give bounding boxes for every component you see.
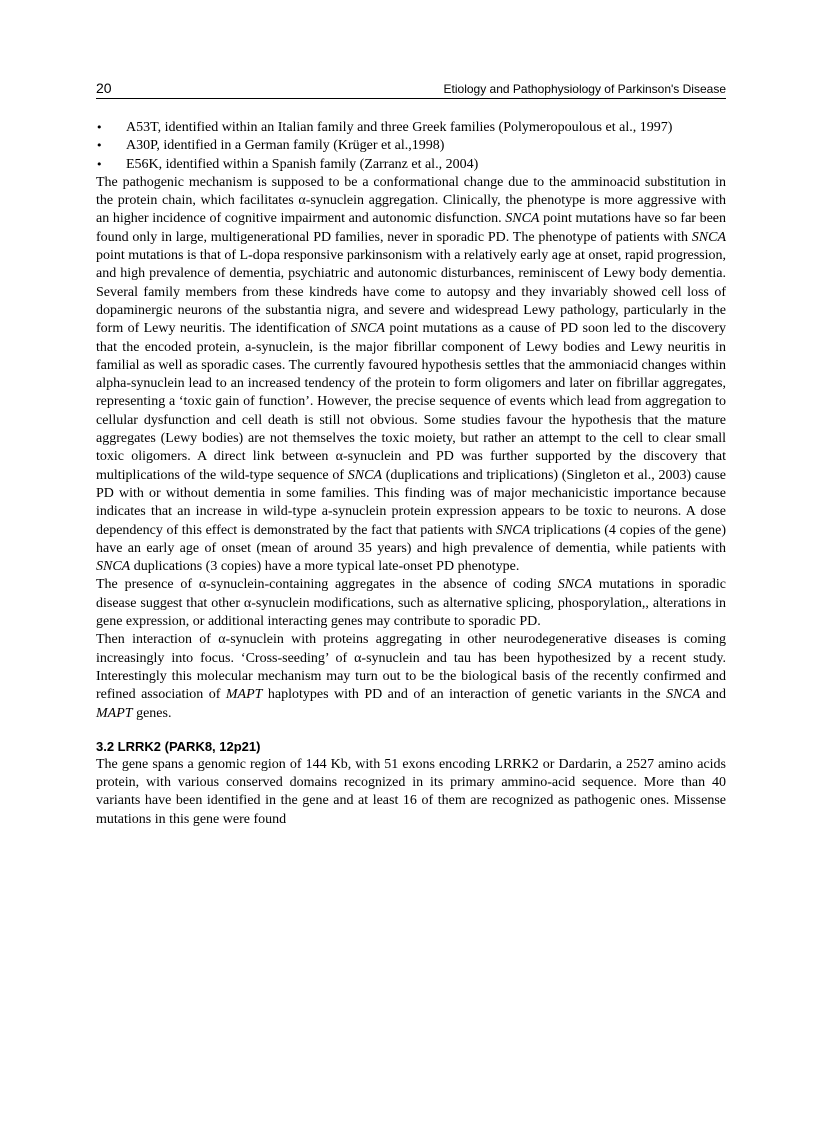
- text-run: triplications (4 copies of the gene) have an early age of onset (mean of around 35 years) and high prevalence of dementia, while patients with: [96, 522, 726, 556]
- gene-name: SNCA: [350, 321, 385, 337]
- gene-name: SNCA: [505, 211, 540, 227]
- list-item: [96, 156, 726, 174]
- text-run: The pathogenic mechanism is supposed to be a conformational change due to the amminoacid substitution in the protein chain, which facilitates α-synuclein aggregation. Clinically, the phenotype is more aggressive with an higher incidence of cognitive impairment and autonomic disfunction.: [96, 174, 726, 227]
- gene-name: SNCA: [495, 522, 531, 538]
- gene-name: SNCA: [557, 577, 593, 593]
- text-run: (duplications and triplications) (Singleton et al., 2003) cause PD with or without dementia in some families. This finding was of major mechanicistic importance because indicates that an increase in wild-type a-synuclein protein expression appears to be toxic to neurons. A dose dependency of this effect is demonstrated by the fact that patients with: [96, 467, 727, 538]
- list-item-text: A30P, identified in a German family (Krüger et al.,1998): [126, 138, 445, 154]
- list-item-text: A53T, identified within an Italian family and three Greek families (Polymeropoulous et al., 1997): [126, 120, 673, 135]
- text-run: Then interaction of α-synuclein with proteins aggregating in other neurodegenerative diseases is coming increasingly into focus. ‘Cross-seeding’ of α-synuclein and tau has been hypothesized by a recent study. Interestingly this molecular mechanism may turn out to be the biological basis of the recently confirmed and refined association of: [96, 632, 726, 703]
- gene-name: MAPT: [96, 705, 133, 721]
- gene-name: SNCA: [691, 229, 726, 245]
- running-title: Etiology and Pathophysiology of Parkinson's Disease: [443, 82, 726, 96]
- paragraph-aggregates: [96, 576, 726, 631]
- text-run: mutations in sporadic disease suggest that other α-synuclein modifications, such as alternative splicing, phosporylation,, alterations in gene expression, or additional interacting genes may contribute to sporadic PD.: [96, 577, 726, 630]
- list-item: [96, 137, 726, 155]
- list-item-text: E56K, identified within a Spanish family (Zarranz et al., 2004): [126, 156, 479, 172]
- list-item: [96, 119, 726, 137]
- text-run: duplications (3 copies) have a more typical late-onset PD phenotype.: [130, 559, 520, 575]
- text-run: and: [700, 687, 726, 703]
- text-run: genes.: [132, 705, 172, 721]
- section-heading: 3.2 LRRK2 (PARK8, 12p21): [96, 738, 261, 754]
- bullet-icon: •: [96, 121, 103, 134]
- bullet-icon: •: [96, 157, 103, 171]
- gene-name: SNCA: [347, 467, 383, 483]
- bullet-icon: •: [96, 139, 103, 153]
- paragraph-cross-seeding: [96, 631, 726, 722]
- text-run: point mutations have so far been found only in large, multigenerational PD families, never in sporadic PD. The phenotype of patients with: [96, 211, 727, 245]
- text-run: point mutations as a cause of PD soon led to the discovery that the encoded protein, a-synuclein, is the major fibrillar component of Lewy bodies and Lewy neuritis in familial as well as sporadic cases. The currently favoured hypothesis settles that the ammoniacid changes within alpha-synuclein lead to an increased tendency of the protein to form oligomers and later on fibrillar aggregates, representing a ‘toxic gain of function’. However, the precise sequence of events which lead from aggregation to cellular dysfunction and cell death is still not obvious. Some studies favour the hypothesis that the mature aggregates (Lewy bodies) are not themselves the toxic moiety, but rather an attempt to the cell to clear small toxic oligomers. A direct link between α-synuclein and PD was further supported by the discovery that multiplications of the wild-type sequence of: [96, 321, 726, 483]
- gene-name: SNCA: [666, 687, 701, 703]
- mutation-list: [96, 119, 726, 174]
- gene-name: SNCA: [96, 559, 131, 575]
- text-run: point mutations is that of L-dopa responsive parkinsonism with a relatively early age at onset, rapid progression, and high prevalence of dementia, psychiatric and autonomic disturbances, reminiscent of Lewy body dementia. Several family members from these kindreds have come to autopsy and they invariably showed cell loss of dopaminergic neurons of the substantia nigra, and severe and widespread Lewy pathology, particularly in the form of Lewy neuritis. The identification of: [96, 248, 726, 337]
- gene-name: MAPT: [225, 687, 263, 703]
- text-run: The presence of α-synuclein-containing aggregates in the absence of coding: [96, 577, 558, 593]
- paragraph-pathogenic-mechanism: [96, 174, 726, 577]
- page-body: [96, 119, 726, 829]
- page-number: 20: [96, 80, 112, 96]
- paragraph-lrrk2: The gene spans a genomic region of 144 Kb, with 51 exons encoding LRRK2 or Dardarin, a 2527 amino acids protein, with various conserved domains recognized in its primary ammino-acid sequence. More than 40 variants have been identified in the gene and at least 16 of them are recognized as pathogenic ones. Missense mutations in this gene were found: [96, 756, 726, 827]
- page-header: [96, 80, 726, 99]
- text-run: haplotypes with PD and of an interaction of genetic variants in the: [262, 687, 667, 703]
